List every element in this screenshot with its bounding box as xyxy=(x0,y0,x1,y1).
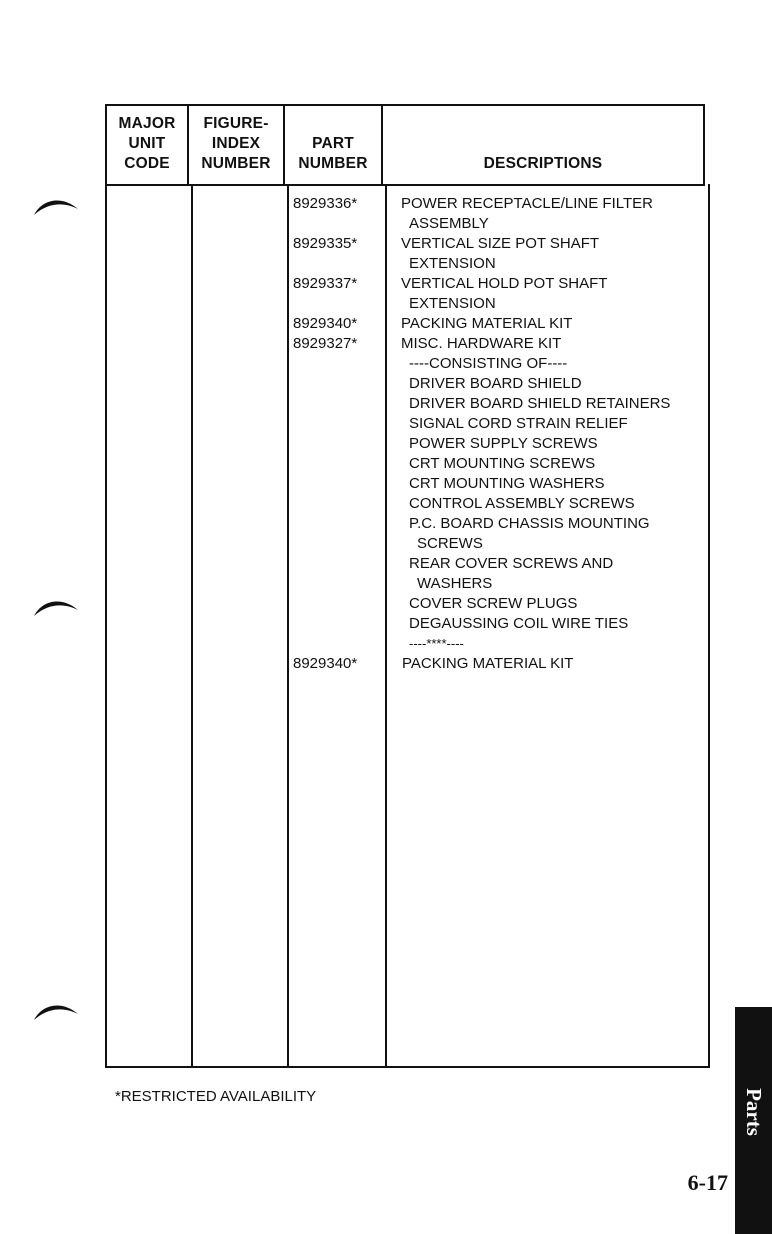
part-number: 8929340* xyxy=(293,315,358,332)
parts-table xyxy=(105,104,710,1068)
kit-item: CRT MOUNTING SCREWS xyxy=(409,455,596,472)
part-number: 8929336* xyxy=(293,195,358,212)
kit-item: DRIVER BOARD SHIELD RETAINERS xyxy=(409,395,671,412)
col3-divider-body xyxy=(385,184,387,1068)
description: MISC. HARDWARE KIT xyxy=(401,335,562,352)
header-figure-index-number: FIGURE- INDEX NUMBER xyxy=(201,115,271,172)
description: PACKING MATERIAL KIT xyxy=(401,315,573,332)
col2-divider-body xyxy=(287,184,289,1068)
kit-item-continued: SCREWS xyxy=(417,535,483,552)
kit-item-continued: WASHERS xyxy=(417,575,493,592)
table-left-border xyxy=(105,104,107,1068)
description-continued: ASSEMBLY xyxy=(409,215,489,232)
binder-hole-middle xyxy=(32,596,80,618)
kit-item: DRIVER BOARD SHIELD xyxy=(409,375,582,392)
kit-item: CRT MOUNTING WASHERS xyxy=(409,475,605,492)
part-number: 8929327* xyxy=(293,335,358,352)
part-number: 8929337* xyxy=(293,275,358,292)
kit-end-marker: ----****---- xyxy=(409,636,464,651)
description: VERTICAL HOLD POT SHAFT xyxy=(401,275,608,292)
kit-item: P.C. BOARD CHASSIS MOUNTING xyxy=(409,515,650,532)
binder-hole-bottom xyxy=(32,1000,80,1022)
kit-item: ----CONSISTING OF---- xyxy=(409,355,568,372)
header-major-unit-code: MAJOR UNIT CODE xyxy=(118,115,176,172)
description: VERTICAL SIZE POT SHAFT xyxy=(401,235,600,252)
table-top-border xyxy=(105,104,705,106)
part-number: 8929340* xyxy=(293,655,358,672)
kit-item: COVER SCREW PLUGS xyxy=(409,595,578,612)
description: PACKING MATERIAL KIT xyxy=(402,655,574,672)
page-number: 6-17 xyxy=(687,1170,728,1195)
header-part-number: PART NUMBER xyxy=(298,135,368,172)
description-continued: EXTENSION xyxy=(409,295,496,312)
kit-item: POWER SUPPLY SCREWS xyxy=(409,435,598,452)
col1-divider-body xyxy=(191,184,193,1068)
footnote: *RESTRICTED AVAILABILITY xyxy=(115,1088,317,1105)
binder-hole-top xyxy=(32,195,80,217)
table-bottom-border xyxy=(105,1066,710,1068)
part-number: 8929335* xyxy=(293,235,358,252)
kit-item: CONTROL ASSEMBLY SCREWS xyxy=(409,495,635,512)
table-right-border-body xyxy=(708,184,710,1068)
kit-item: DEGAUSSING COIL WIRE TIES xyxy=(409,615,629,632)
section-tab-label: Parts xyxy=(742,1088,766,1136)
description-continued: EXTENSION xyxy=(409,255,496,272)
description: POWER RECEPTACLE/LINE FILTER xyxy=(401,195,653,212)
header-divider xyxy=(105,184,705,186)
kit-item: SIGNAL CORD STRAIN RELIEF xyxy=(409,415,628,432)
header-descriptions: DESCRIPTIONS xyxy=(483,155,603,172)
kit-item: REAR COVER SCREWS AND xyxy=(409,555,614,572)
table-right-border-header xyxy=(703,104,705,186)
